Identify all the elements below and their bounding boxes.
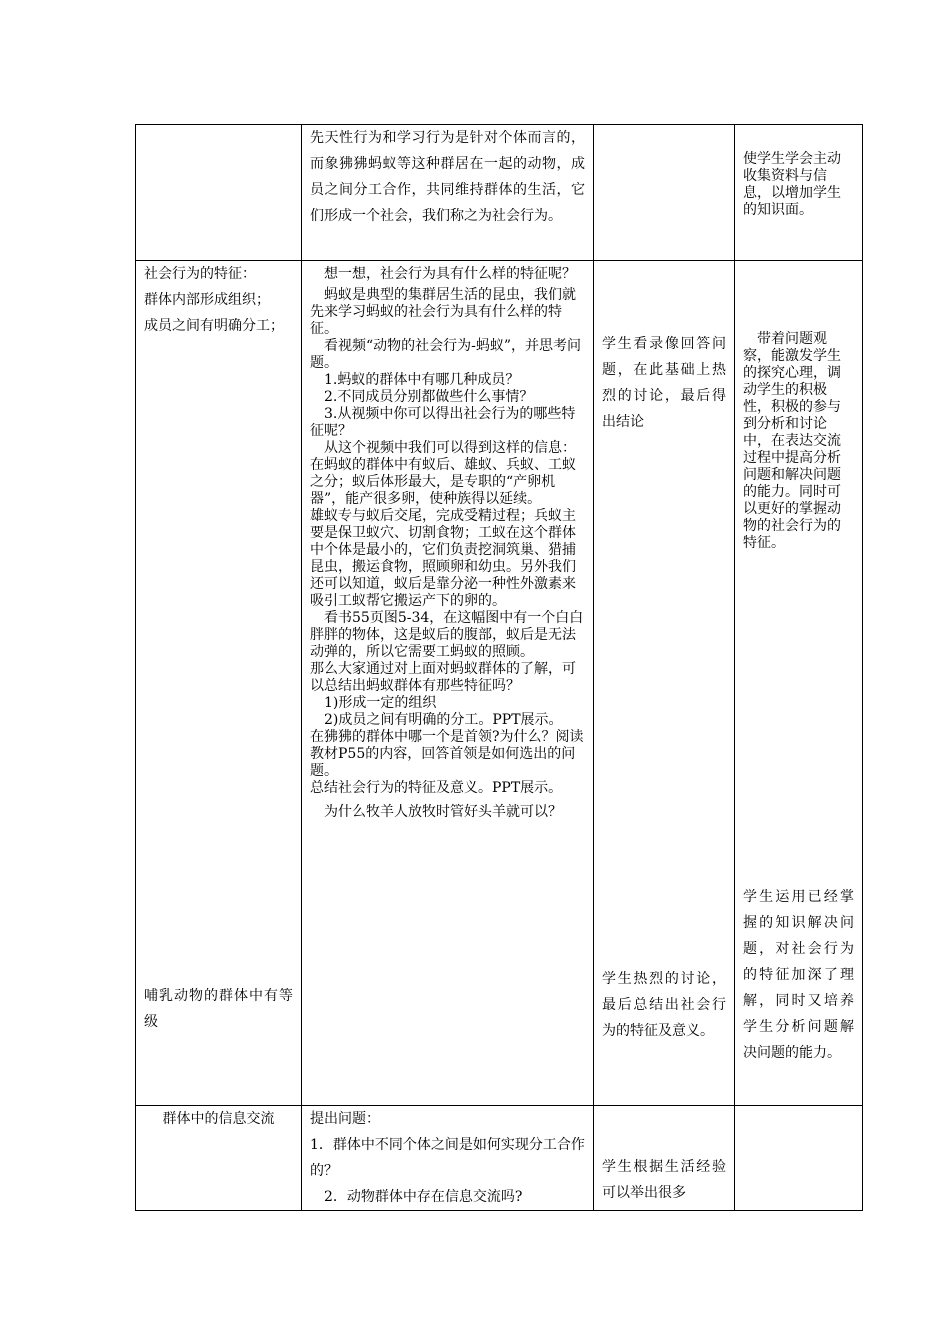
- table-row: [136, 125, 863, 261]
- row2-student-cell: [594, 261, 735, 1106]
- row1-topic-cell: [136, 125, 302, 261]
- content-paragraph: 3.从视频中你可以得出社会行为的哪些特征呢？: [310, 406, 576, 439]
- row1-student-cell: [594, 125, 735, 261]
- student-activity-discussion: 学生热烈的讨论，最后总结出社会行为的特征及意义。: [602, 971, 726, 1039]
- content-paragraph: 2.不同成员分别都做些什么事情？: [324, 389, 534, 405]
- content-paragraph: 看书55页图5-34，在这幅图中有一个白白胖胖的物体，这是蚁后的腹部，蚁后是无法动弹的，所以它需要工蚂蚁的照顾。: [310, 610, 584, 660]
- content-paragraph: 从这个视频中我们可以得到这样的信息：在蚂蚁的群体中有蚁后、雄蚁、兵蚁、工蚁之分；蚁后体形最大，是专职的“产卵机器”，能产很多卵，使种族得以延续。: [310, 440, 576, 507]
- content-paragraph: 蚂蚁是典型的集群居生活的昆虫，我们就先来学习蚂蚁的社会行为具有什么样的特征。: [310, 287, 576, 337]
- topic-division-of-labor: 成员之间有明确分工；: [144, 318, 284, 334]
- question-intro: 提出问题：: [310, 1111, 380, 1127]
- table-row: [136, 261, 863, 1106]
- topic-information-exchange: 群体中的信息交流: [162, 1111, 275, 1127]
- question-2: 2．动物群体中存在信息交流吗?: [324, 1189, 523, 1205]
- table-row: [136, 1106, 863, 1211]
- row1-purpose-text: 使学生学会主动收集资料与信息，以增加学生的知识面。: [743, 151, 841, 218]
- question-1: 1．群体中不同个体之间是如何实现分工合作的？: [310, 1137, 585, 1179]
- row2-topic-cell: [136, 261, 302, 1106]
- content-paragraph: 1)形成一定的组织: [324, 695, 437, 711]
- student-activity-video: 学生看录像回答问题，在此基础上热烈的讨论，最后得出结论: [602, 336, 726, 430]
- content-paragraph: 那么大家通过对上面对蚂蚁群体的了解，可以总结出蚂蚁群体有那些特征吗？: [310, 661, 576, 694]
- lesson-plan-table: [135, 124, 863, 1211]
- topic-hierarchy: 哺乳动物的群体中有等级: [144, 988, 293, 1030]
- content-paragraph: 雄蚁专与蚁后交尾，完成受精过程；兵蚁主要是保卫蚁穴、切割食物；工蚁在这个群体中个体是最小的，它们负责挖洞筑巢、猎捕昆虫，搬运食物，照顾卵和幼虫。另外我们还可以知道，蚁后是靠分泌一种性外激素来吸引工蚁帮它搬运产下的卵的。: [310, 508, 576, 609]
- content-paragraph: 总结社会行为的特征及意义。PPT展示。: [310, 780, 563, 796]
- purpose-apply-knowledge: 学生运用已经掌握的知识解决问题，对社会行为的特征加深了理解，同时又培养学生分析问题解决问题的能力。: [743, 889, 854, 1061]
- row3-content-cell: [302, 1106, 594, 1211]
- intro-paragraph: 先天性行为和学习行为是针对个体而言的，而象狒狒蚂蚁等这种群居在一起的动物，成员之间分工合作，共同维持群体的生活，它们形成一个社会，我们称之为社会行为。: [310, 130, 585, 224]
- row3-student-cell: [594, 1106, 735, 1211]
- ant-lesson-content: [310, 287, 585, 797]
- student-examples: 学生根据生活经验可以举出很多: [602, 1159, 726, 1201]
- row1-purpose-cell: [735, 125, 863, 261]
- question-shepherd: 为什么牧羊人放牧时管好头羊就可以？: [324, 804, 562, 820]
- row2-purpose-cell: [735, 261, 863, 1106]
- content-paragraph: 看视频“动物的社会行为-蚂蚁”，并思考问题。: [310, 338, 582, 371]
- content-paragraph: 2)成员之间有明确的分工。PPT展示。: [324, 712, 563, 728]
- topic-organization: 群体内部形成组织；: [144, 292, 270, 308]
- question-think: 想一想，社会行为具有什么样的特征呢？: [324, 266, 576, 282]
- row2-content-cell: [302, 261, 594, 1106]
- row3-topic-cell: [136, 1106, 302, 1211]
- content-paragraph: 在狒狒的群体中哪一个是首领?为什么？阅读教材P55的内容，回答首领是如何选出的问题。: [310, 729, 584, 779]
- row1-content-cell: [302, 125, 594, 261]
- topic-social-behavior-title: 社会行为的特征：: [144, 266, 256, 282]
- content-paragraph: 1.蚂蚁的群体中有哪几种成员？: [324, 372, 520, 388]
- purpose-observation: 带着问题观察，能激发学生的探究心理，调动学生的积极性，积极的参与到分析和讨论中，在表达交流过程中提高分析问题和解决问题的能力。同时可以更好的掌握动物的社会行为的特征。: [743, 331, 841, 551]
- row3-purpose-cell: [735, 1106, 863, 1211]
